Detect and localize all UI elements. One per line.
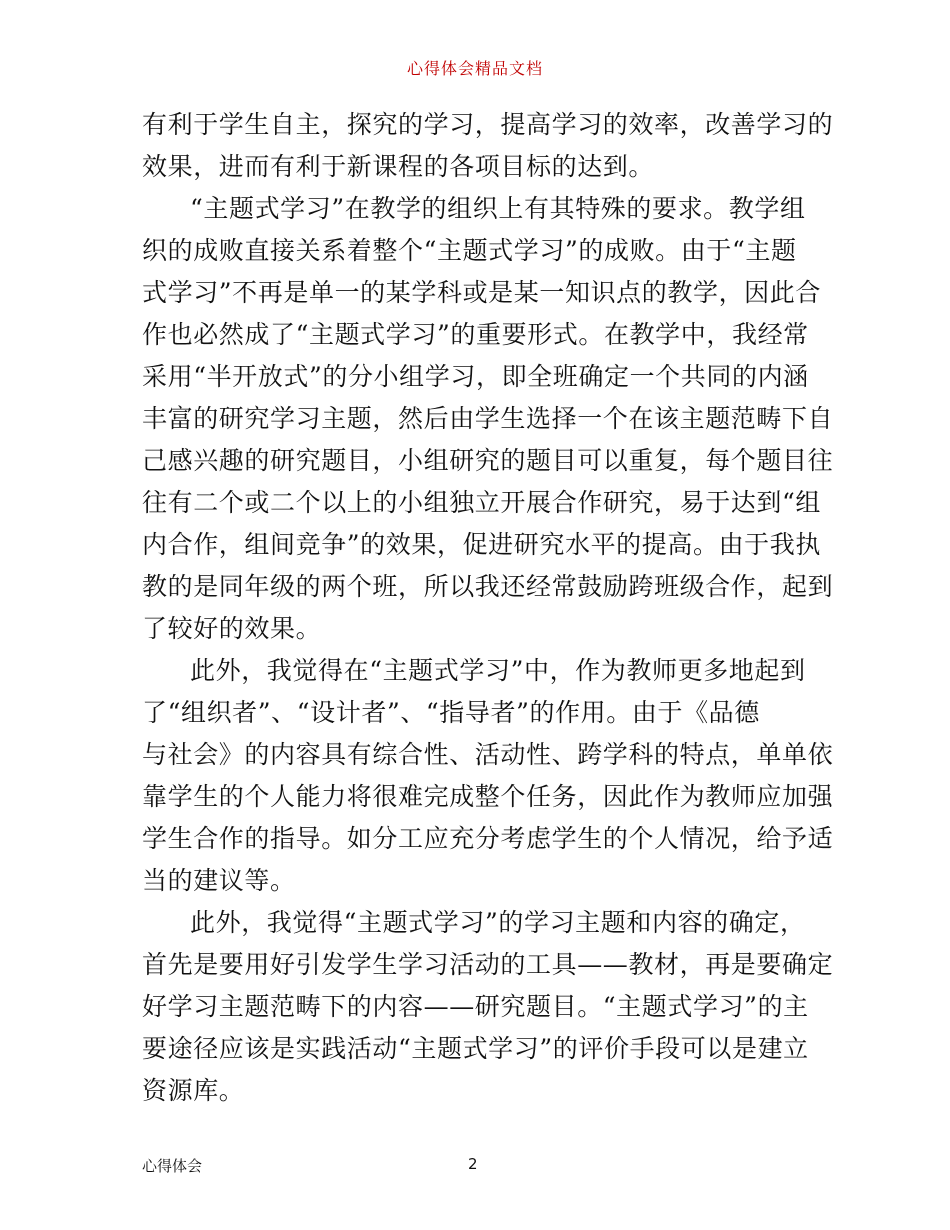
text-line: 此外，我觉得在“主题式学习”中，作为教师更多地起到	[190, 656, 806, 685]
paragraph	[142, 188, 834, 650]
paragraph	[142, 650, 834, 902]
text-line: 织的成败直接关系着整个“主题式学习”的成败。由于“主题	[142, 236, 797, 265]
text-line: 学生合作的指导。如分工应充分考虑学生的个人情况，给予适	[142, 824, 834, 853]
paragraph	[142, 902, 834, 1112]
text-line: 内合作，组间竞争”的效果，促进研究水平的提高。由于我执	[142, 530, 821, 559]
text-line: 教的是同年级的两个班，所以我还经常鼓励跨班级合作，起到	[142, 572, 834, 601]
text-line: 当的建议等。	[142, 866, 296, 895]
text-line: 要途径应该是实践活动“主题式学习”的评价手段可以是建立	[142, 1034, 809, 1063]
text-line: 作也必然成了“主题式学习”的重要形式。在教学中，我经常	[142, 320, 809, 349]
text-line: 资源库。	[142, 1076, 245, 1105]
text-line: 丰富的研究学习主题，然后由学生选择一个在该主题范畴下自	[142, 404, 834, 433]
text-line: 好学习主题范畴下的内容——研究题目。“主题式学习”的主	[142, 992, 809, 1021]
text-line: 效果，进而有利于新课程的各项目标的达到。	[142, 152, 655, 181]
page-footer-label: 心得体会	[142, 1157, 203, 1175]
text-line: 往有二个或二个以上的小组独立开展合作研究，易于达到“组	[142, 488, 821, 517]
text-line: 了“组织者”、“设计者”、“指导者”的作用。由于《品德	[142, 698, 760, 727]
text-line: 首先是要用好引发学生学习活动的工具——教材，再是要确定	[142, 950, 834, 979]
text-line: 靠学生的个人能力将很难完成整个任务，因此作为教师应加强	[142, 782, 834, 811]
text-line: 式学习”不再是单一的某学科或是某一知识点的教学，因此合	[142, 278, 821, 307]
text-line: 与社会》的内容具有综合性、活动性、跨学科的特点，单单依	[142, 740, 834, 769]
text-line: “主题式学习”在教学的组织上有其特殊的要求。教学组	[190, 194, 806, 223]
text-line: 有利于学生自主，探究的学习，提高学习的效率，改善学习的	[142, 110, 834, 139]
page-header-title: 心得体会精品文档	[406, 59, 543, 78]
text-line: 了较好的效果。	[142, 614, 322, 643]
text-line: 此外，我觉得“主题式学习”的学习主题和内容的确定，	[190, 908, 806, 937]
document-body	[142, 104, 834, 1112]
page-number: 2	[468, 1155, 478, 1173]
text-line: 采用“半开放式”的分小组学习，即全班确定一个共同的内涵	[142, 362, 809, 391]
paragraph	[142, 104, 834, 188]
text-line: 己感兴趣的研究题目，小组研究的题目可以重复，每个题目往	[142, 446, 834, 475]
